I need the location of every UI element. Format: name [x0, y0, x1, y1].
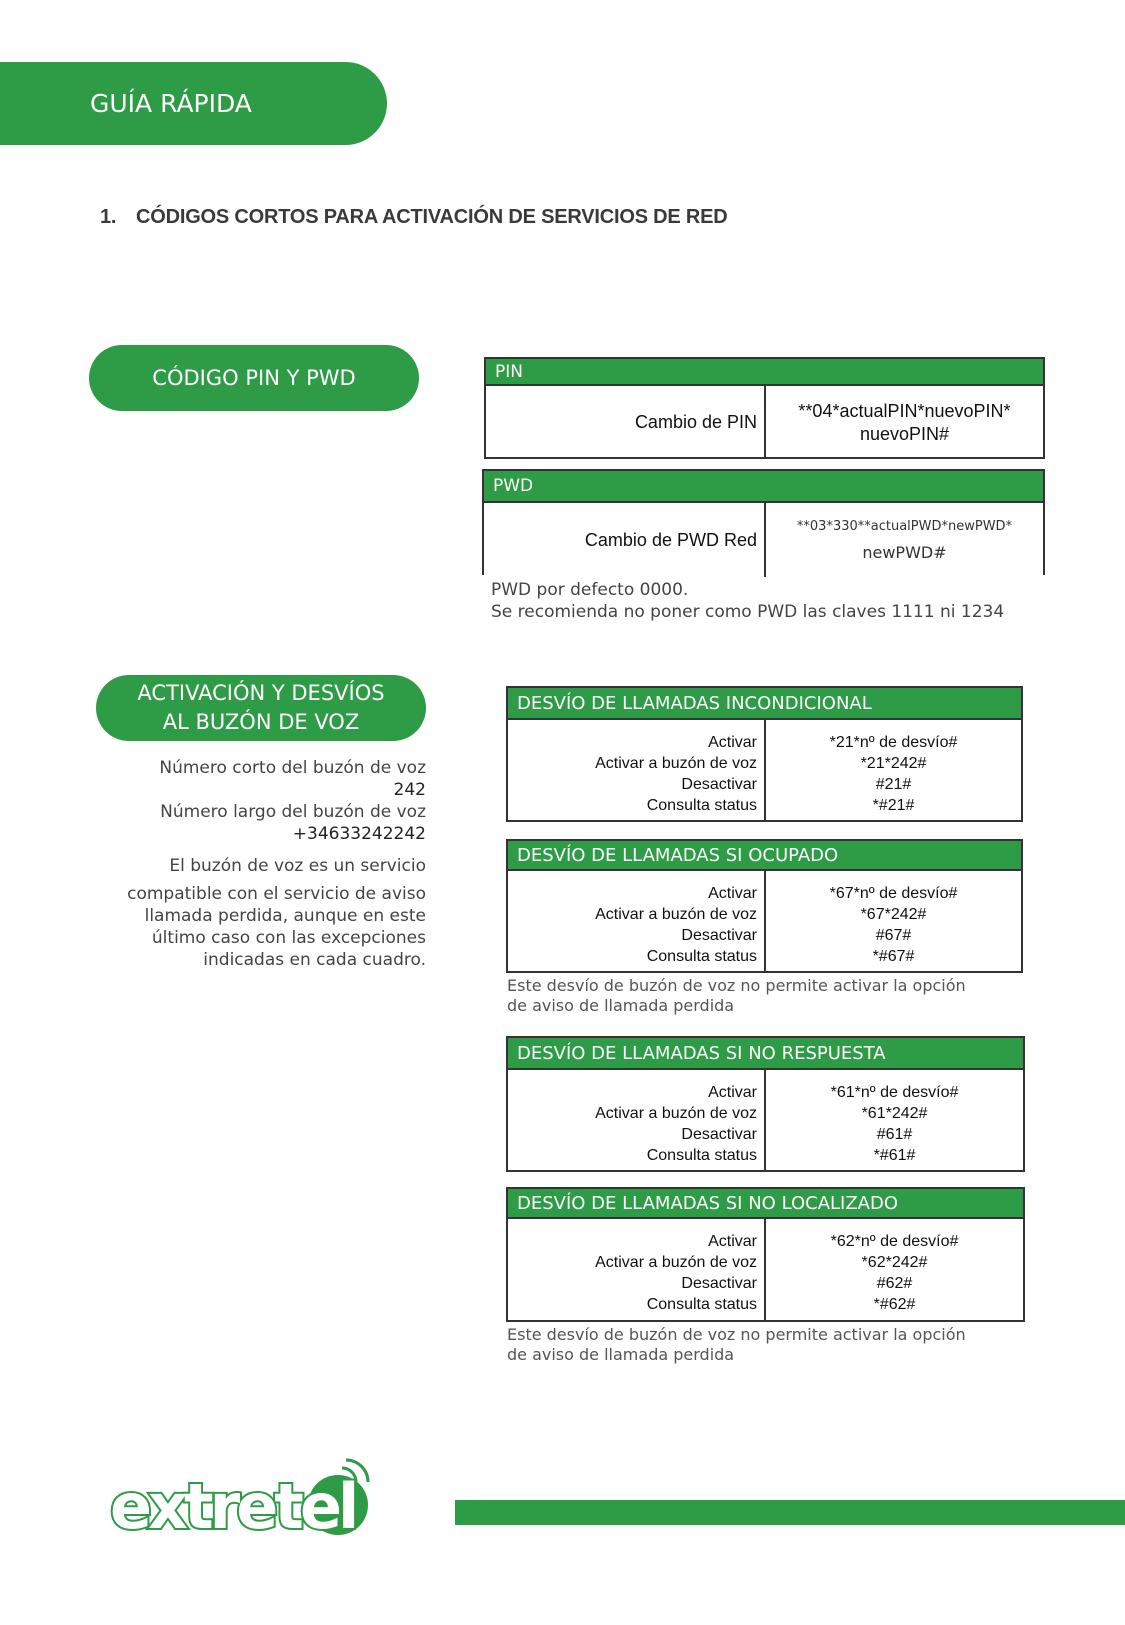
- voicemail-desc-5: indicadas en cada cuadro.: [203, 950, 426, 970]
- extretel-logo: [110, 1450, 370, 1550]
- forward-no-answer-table: DESVÍO DE LLAMADAS SI NO RESPUESTA Activar Activar a buzón de voz Desactivar Consulta status *61*nº de desvío# *61*242# #61# *#61#: [506, 1036, 1025, 1172]
- forward-code: *21*nº de desvío#: [829, 734, 958, 751]
- pin-table-header: PIN: [486, 359, 1043, 386]
- forward-code: *67*nº de desvío#: [829, 885, 958, 902]
- header-title: GUÍA RÁPIDA: [90, 89, 252, 118]
- voicemail-note: Este desvío de buzón de voz no permite activar la opción de aviso de llamada perdida: [507, 1325, 966, 1364]
- forward-busy-table: DESVÍO DE LLAMADAS SI OCUPADO Activar Activar a buzón de voz Desactivar Consulta status *67*nº de desvío# *67*242# #67# *#67#: [506, 839, 1023, 973]
- pwd-table-header: PWD: [484, 471, 1043, 503]
- logo-graphic: [110, 1450, 370, 1550]
- forward-table-header: DESVÍO DE LLAMADAS INCONDICIONAL: [508, 688, 1021, 720]
- pwd-code-line1: **03*330**actualPWD*newPWD*: [796, 519, 1013, 534]
- forward-code: *67*242#: [860, 906, 927, 923]
- section-number: 1.: [100, 206, 117, 228]
- forward-code: #21#: [875, 776, 912, 793]
- forward-code: *#67#: [872, 948, 915, 965]
- voicemail-desc-1: El buzón de voz es un servicio: [169, 856, 426, 876]
- header-tab: [0, 62, 387, 145]
- forward-code: *#61#: [873, 1147, 916, 1164]
- pwd-table: [482, 469, 1045, 575]
- logo-text: extretel: [110, 1470, 356, 1543]
- footer-bar: [455, 1500, 1125, 1525]
- pin-pwd-label: CÓDIGO PIN Y PWD: [89, 345, 419, 411]
- pwd-code-line2: newPWD#: [862, 543, 947, 562]
- forward-code: *#62#: [873, 1296, 916, 1313]
- forward-code: *61*242#: [861, 1105, 928, 1122]
- voicemail-info: [127, 757, 426, 971]
- forward-unconditional-table: DESVÍO DE LLAMADAS INCONDICIONAL Activar Activar a buzón de voz Desactivar Consulta status *21*nº de desvío# *21*242# #21# *#21#: [506, 686, 1023, 822]
- long-number-value: +34633242242: [292, 824, 426, 844]
- pin-table: [484, 357, 1045, 459]
- short-number-label: Número corto del buzón de voz: [159, 758, 426, 778]
- short-number-value: 242: [393, 780, 426, 800]
- pin-change-label: Cambio de PIN: [486, 386, 766, 459]
- section-title: [100, 206, 728, 229]
- pin-code-line1: **04*actualPIN*nuevoPIN*: [798, 400, 1011, 421]
- pwd-note: PWD por defecto 0000. Se recomienda no poner como PWD las claves 1111 ni 1234: [491, 580, 1005, 622]
- forward-code: *62*nº de desvío#: [830, 1233, 959, 1250]
- voicemail-desc-3: llamada perdida, aunque en este: [144, 906, 426, 926]
- voicemail-note: Este desvío de buzón de voz no permite activar la opción de aviso de llamada perdida: [507, 976, 966, 1015]
- forward-code: *61*nº de desvío#: [830, 1084, 959, 1101]
- voicemail-label: ACTIVACIÓN Y DESVÍOS AL BUZÓN DE VOZ: [96, 675, 426, 741]
- forward-code: *21*242#: [860, 755, 927, 772]
- long-number-label: Número largo del buzón de voz: [160, 802, 426, 822]
- section-title-text: CÓDIGOS CORTOS PARA ACTIVACIÓN DE SERVICIOS DE RED: [136, 206, 728, 228]
- pin-code-line2: nuevoPIN#: [859, 423, 950, 444]
- forward-code: *62*242#: [861, 1254, 928, 1271]
- pwd-change-label: Cambio de PWD Red: [484, 503, 766, 577]
- forward-code: #61#: [876, 1126, 913, 1143]
- forward-table-header: DESVÍO DE LLAMADAS SI NO RESPUESTA: [508, 1038, 1023, 1070]
- forward-code: *#21#: [872, 797, 915, 814]
- forward-table-header: DESVÍO DE LLAMADAS SI OCUPADO: [508, 841, 1021, 871]
- forward-code: #62#: [876, 1275, 913, 1292]
- forward-code: #67#: [875, 927, 912, 944]
- forward-unreachable-table: DESVÍO DE LLAMADAS SI NO LOCALIZADO Activar Activar a buzón de voz Desactivar Consulta status *62*nº de desvío# *62*242# #62# *#62#: [506, 1187, 1025, 1322]
- forward-table-header: DESVÍO DE LLAMADAS SI NO LOCALIZADO: [508, 1189, 1023, 1219]
- voicemail-desc-2: compatible con el servicio de aviso: [127, 884, 426, 904]
- voicemail-desc-4: último caso con las excepciones: [151, 928, 426, 948]
